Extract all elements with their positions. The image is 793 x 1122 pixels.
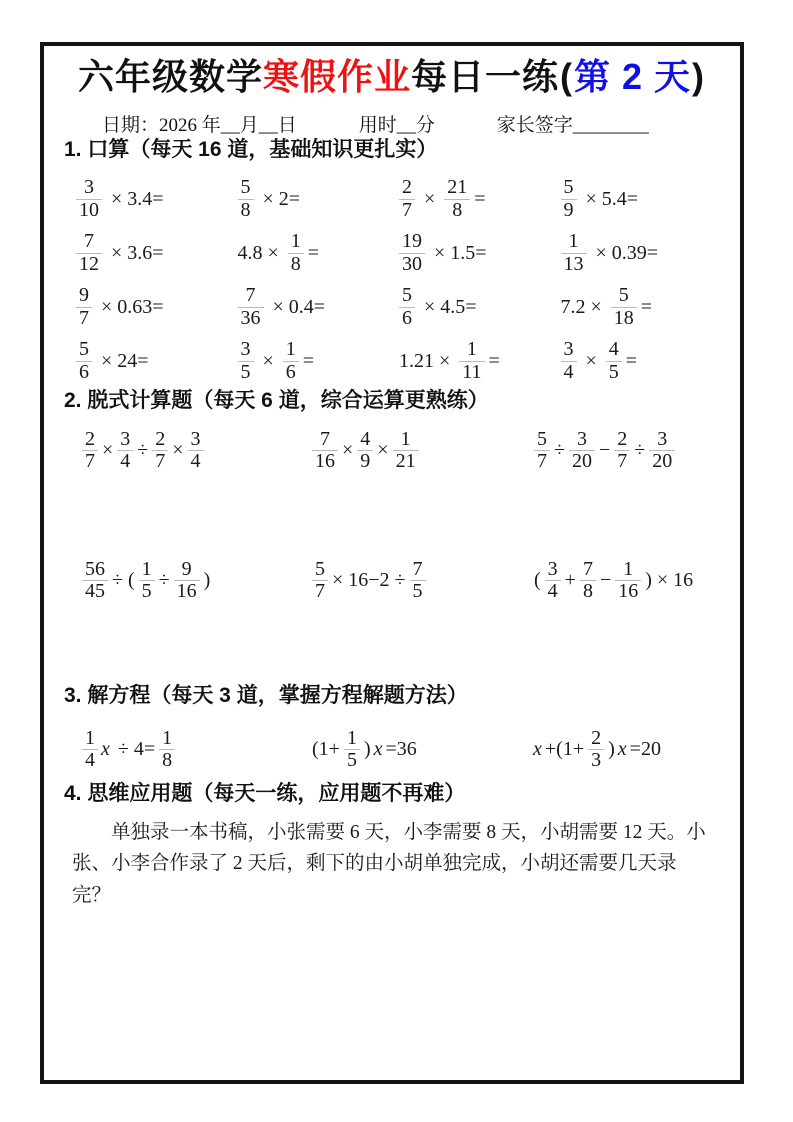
fraction: $\frac{3}{4}$ — [545, 559, 561, 603]
oral-problem — [236, 280, 398, 334]
fraction: $\frac{4}{5}$ — [606, 339, 622, 383]
fraction: $\frac{1}{16}$ — [615, 559, 641, 603]
math-expression: $\frac{2}{7}$ × $\frac{21}{8}$ = — [397, 177, 488, 221]
fraction: $\frac{5}{9}$ — [561, 177, 577, 221]
fraction: $\frac{4}{9}$ — [357, 429, 373, 473]
fraction: $\frac{1}{5}$ — [344, 728, 360, 772]
fraction: $\frac{3}{20}$ — [649, 429, 675, 473]
fraction: $\frac{5}{6}$ — [76, 339, 92, 383]
written-problem — [80, 423, 310, 553]
title-grade: 六年级数学 — [77, 56, 263, 97]
math-expression: (1+ $\frac{1}{5}$ ) x =36 — [312, 726, 417, 772]
title-paren-open: ( — [560, 56, 573, 97]
math-expression: $\frac{5}{6}$ × 24= — [74, 339, 151, 383]
math-expression: $\frac{3}{10}$ × 3.4= — [74, 177, 166, 221]
oral-problem — [397, 280, 559, 334]
fraction: $\frac{3}{4}$ — [117, 429, 133, 473]
fraction: $\frac{1}{8}$ — [159, 728, 175, 772]
time-spent-field: 用时__分 — [358, 115, 435, 137]
equation-problem — [80, 719, 310, 781]
fraction: $\frac{1}{4}$ — [82, 728, 98, 772]
fraction: $\frac{3}{4}$ — [188, 429, 204, 473]
written-problems-grid — [80, 423, 720, 683]
math-expression: $\frac{5}{9}$ × 5.4= — [559, 177, 641, 221]
math-expression: $\frac{5}{7}$ ÷ $\frac{3}{20}$ − $\frac{2}{7}$ ÷ $\frac{3}{20}$ — [532, 429, 677, 473]
equation-problem — [310, 719, 532, 781]
oral-problem — [559, 334, 721, 388]
math-expression: $\frac{5}{6}$ × 4.5= — [397, 285, 479, 329]
fraction: $\frac{1}{6}$ — [283, 339, 299, 383]
oral-problem — [397, 226, 559, 280]
math-expression: $\frac{1}{4}$ x ÷ 4= $\frac{1}{8}$ — [80, 728, 177, 772]
oral-problem — [236, 334, 398, 388]
section-4-heading: 4. 思维应用题（每天一练，应用题不再难） — [64, 781, 466, 805]
oral-problem — [74, 334, 236, 388]
header-meta-line — [102, 110, 720, 137]
fraction: $\frac{56}{45}$ — [82, 559, 108, 603]
page-title — [64, 55, 720, 98]
math-expression: $\frac{1}{13}$ × 0.39= — [559, 231, 661, 275]
title-highlight-red: 寒假作业 — [262, 56, 411, 97]
written-problem — [532, 553, 720, 683]
fraction: $\frac{5}{8}$ — [238, 177, 254, 221]
math-expression: $\frac{2}{7}$ × $\frac{3}{4}$ ÷ $\frac{2}{7}$ × $\frac{3}{4}$ — [80, 429, 206, 473]
fraction: $\frac{1}{13}$ — [561, 231, 587, 275]
fraction: $\frac{2}{7}$ — [82, 429, 98, 473]
section-1-heading: 1. 口算（每天 16 道，基础知识更扎实） — [64, 138, 438, 162]
math-expression: $\frac{9}{7}$ × 0.63= — [74, 285, 166, 329]
math-expression: $\frac{7}{12}$ × 3.6= — [74, 231, 166, 275]
fraction: $\frac{3}{20}$ — [569, 429, 595, 473]
oral-problem — [74, 280, 236, 334]
math-expression: $\frac{3}{4}$ × $\frac{4}{5}$ = — [559, 339, 640, 383]
math-expression: $\frac{19}{30}$ × 1.5= — [397, 231, 489, 275]
fraction: $\frac{1}{21}$ — [393, 429, 419, 473]
equation-problem — [532, 719, 720, 781]
written-problem — [310, 423, 532, 553]
equation-problems-grid — [80, 719, 720, 781]
math-expression: 4.8 × $\frac{1}{8}$ = — [237, 230, 320, 275]
fraction: $\frac{21}{8}$ — [444, 177, 470, 221]
section-3-heading: 3. 解方程（每天 3 道，掌握方程解题方法） — [64, 683, 468, 707]
word-problem-text: 单独录一本书稿，小张需要 6 天，小李需要 8 天，小胡需要 12 天。小张、小李合作录了 2 天后，剩下的由小胡单独完成，小胡还需要几天录完？ — [72, 822, 706, 906]
math-expression: $\frac{7}{36}$ × 0.4= — [236, 285, 328, 329]
written-problem — [532, 423, 720, 553]
fraction: $\frac{1}{5}$ — [139, 559, 155, 603]
written-problem — [310, 553, 532, 683]
math-expression: x +(1+ $\frac{2}{3}$ ) x =20 — [533, 726, 661, 772]
fraction: $\frac{5}{18}$ — [611, 285, 637, 329]
oral-problem — [74, 172, 236, 226]
date-field: 日期：2026 年__月__日 — [102, 115, 297, 137]
math-expression: $\frac{5}{8}$ × 2= — [236, 177, 303, 221]
fraction: $\frac{2}{7}$ — [399, 177, 415, 221]
fraction: $\frac{5}{7}$ — [312, 559, 328, 603]
parent-signature-field: 家长签字________ — [496, 115, 649, 137]
fraction: $\frac{9}{16}$ — [174, 559, 200, 603]
fraction: $\frac{3}{4}$ — [561, 339, 577, 383]
fraction: $\frac{19}{30}$ — [399, 231, 425, 275]
title-day-badge: 第 2 天 — [574, 56, 692, 97]
math-expression: 7.2 × $\frac{5}{18}$ = — [560, 284, 653, 329]
fraction: $\frac{1}{11}$ — [459, 339, 484, 383]
oral-problem — [236, 226, 398, 280]
fraction: $\frac{2}{3}$ — [588, 728, 604, 772]
math-expression: 1.21 × $\frac{1}{11}$ = — [399, 338, 500, 383]
fraction: $\frac{3}{5}$ — [238, 339, 254, 383]
worksheet-page — [40, 42, 744, 1084]
fraction: $\frac{3}{10}$ — [76, 177, 102, 221]
fraction: $\frac{2}{7}$ — [152, 429, 168, 473]
title-daily: 每日一练 — [410, 56, 559, 97]
oral-problem — [397, 172, 559, 226]
fraction: $\frac{7}{12}$ — [76, 231, 102, 275]
fraction: $\frac{7}{16}$ — [312, 429, 338, 473]
written-problem — [80, 553, 310, 683]
math-expression: $\frac{56}{45}$ ÷ ( $\frac{1}{5}$ ÷ $\frac{9}{16}$ ) — [80, 559, 212, 603]
math-expression: $\frac{3}{5}$ × $\frac{1}{6}$ = — [236, 339, 317, 383]
fraction: $\frac{1}{8}$ — [288, 231, 304, 275]
oral-problems-grid — [74, 172, 720, 388]
section-2-heading: 2. 脱式计算题（每天 6 道，综合运算更熟练） — [64, 389, 489, 413]
fraction: $\frac{2}{7}$ — [614, 429, 630, 473]
math-expression: $\frac{5}{7}$ × 16−2 ÷ $\frac{7}{5}$ — [310, 559, 428, 603]
oral-problem — [559, 172, 721, 226]
fraction: $\frac{7}{8}$ — [580, 559, 596, 603]
oral-problem — [74, 226, 236, 280]
oral-problem — [559, 280, 721, 334]
oral-problem — [236, 172, 398, 226]
oral-problem — [397, 334, 559, 388]
math-expression: $\frac{7}{16}$ × $\frac{4}{9}$ × $\frac{1}{21}$ — [310, 429, 421, 473]
fraction: $\frac{5}{7}$ — [534, 429, 550, 473]
fraction: $\frac{7}{5}$ — [410, 559, 426, 603]
math-expression: ( $\frac{3}{4}$ + $\frac{7}{8}$ − $\frac{1}{16}$ ) × 16 — [534, 557, 694, 603]
fraction: $\frac{9}{7}$ — [76, 285, 92, 329]
oral-problem — [559, 226, 721, 280]
fraction: $\frac{5}{6}$ — [399, 285, 415, 329]
title-paren-close: ) — [692, 56, 706, 97]
fraction: $\frac{7}{36}$ — [238, 285, 264, 329]
